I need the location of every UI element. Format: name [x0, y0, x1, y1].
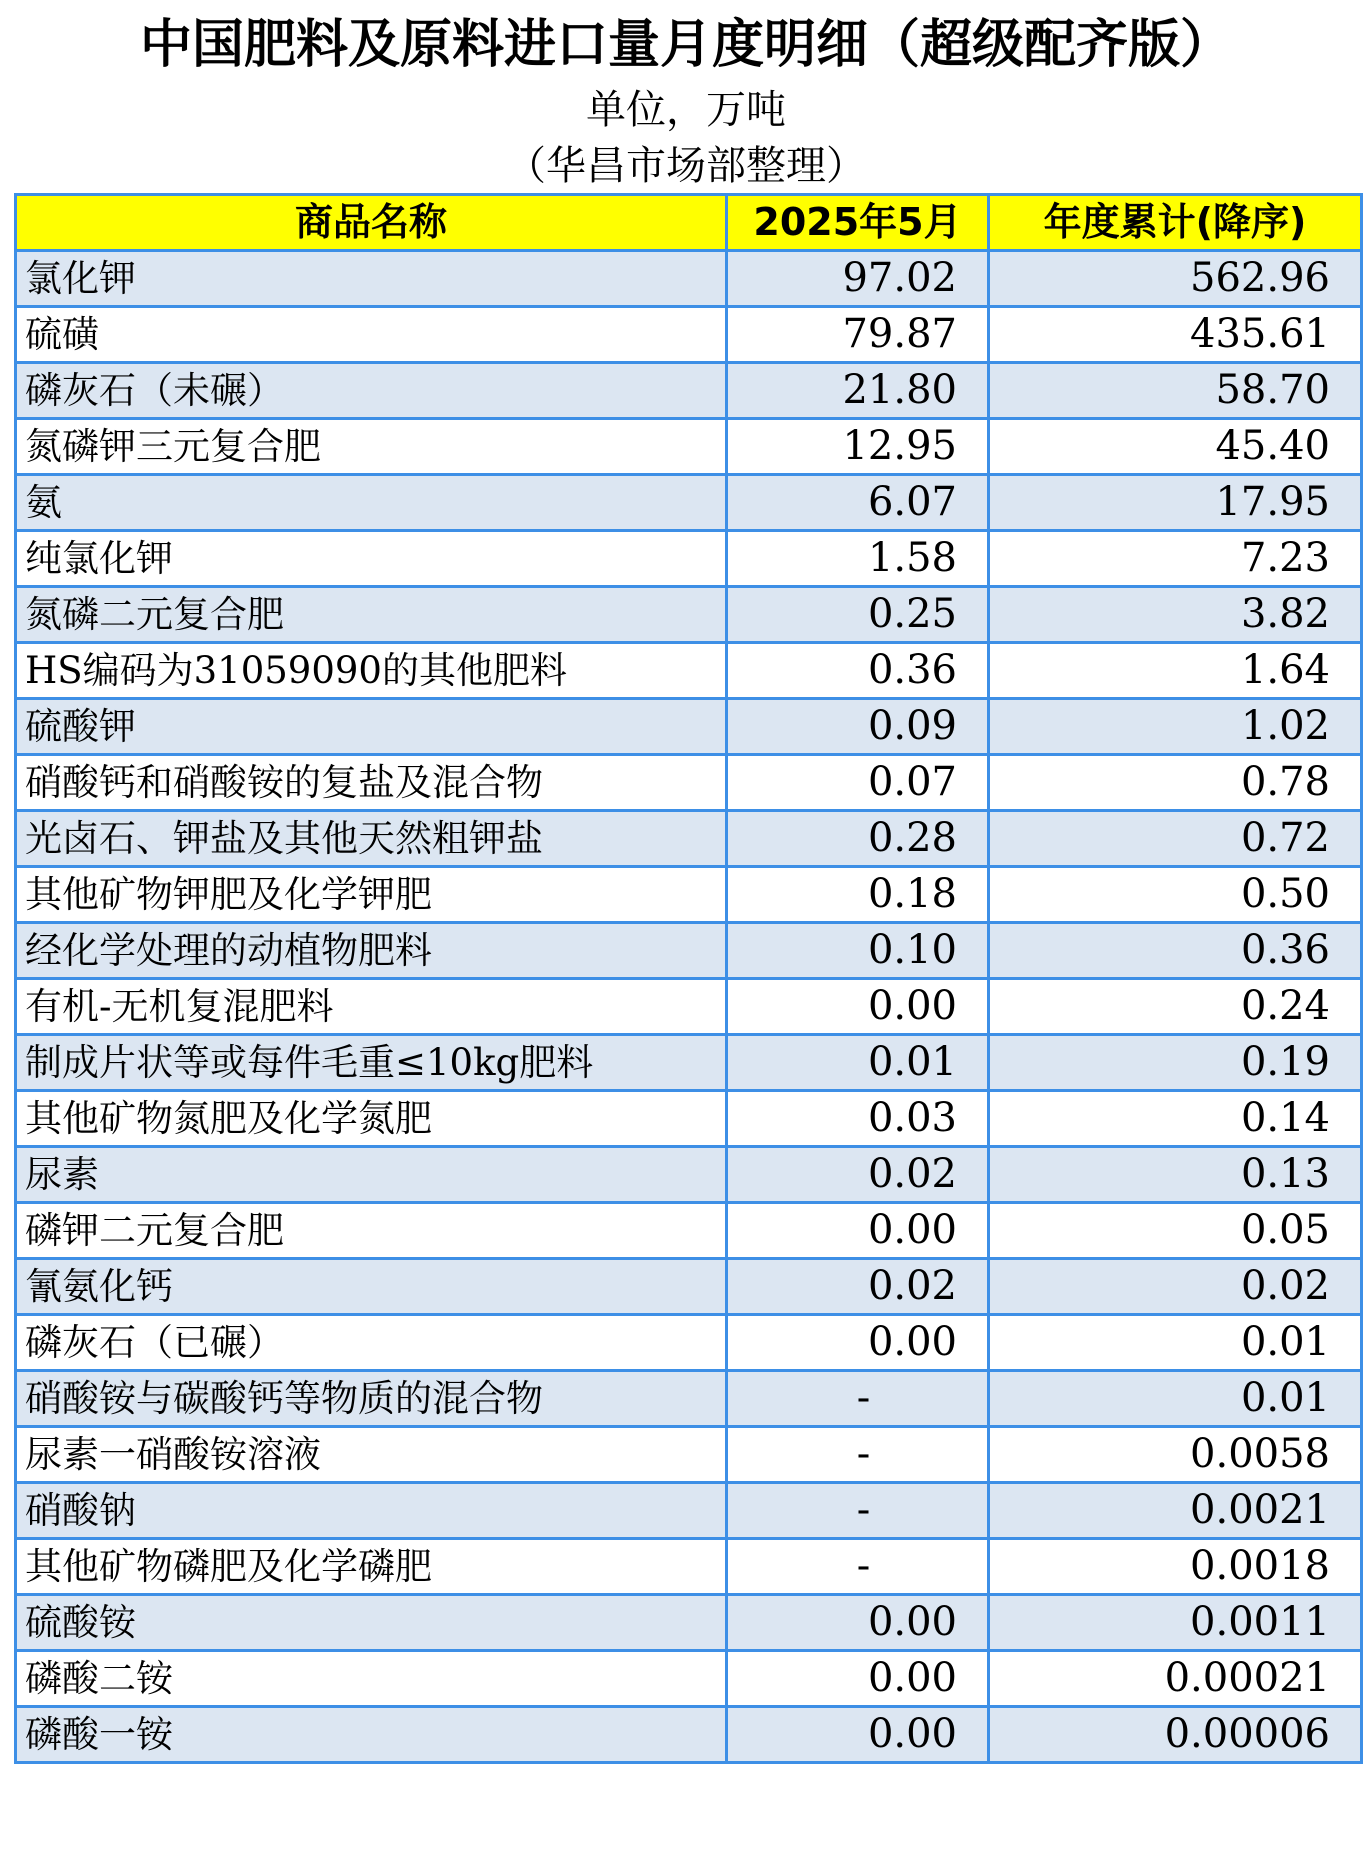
- table-row: [16, 811, 1362, 867]
- ytd-total-cell: 0.0058: [989, 1427, 1362, 1483]
- month-value-cell: -: [727, 1371, 989, 1427]
- month-value-cell: 0.00: [727, 1315, 989, 1371]
- table-row: [16, 643, 1362, 699]
- table-row: [16, 475, 1362, 531]
- product-name-cell: 硝酸钙和硝酸铵的复盐及混合物: [16, 755, 727, 811]
- month-value-cell: -: [727, 1483, 989, 1539]
- table-row: [16, 1483, 1362, 1539]
- ytd-total-cell: 45.40: [989, 419, 1362, 475]
- table-row: [16, 699, 1362, 755]
- month-value-cell: 0.00: [727, 1651, 989, 1707]
- product-name-cell: 磷酸一铵: [16, 1707, 727, 1763]
- table-row: [16, 251, 1362, 307]
- table-row: [16, 1651, 1362, 1707]
- ytd-total-cell: 0.00021: [989, 1651, 1362, 1707]
- product-name-cell: 磷灰石（已碾）: [16, 1315, 727, 1371]
- table-row: [16, 1147, 1362, 1203]
- ytd-total-cell: 0.72: [989, 811, 1362, 867]
- ytd-total-cell: 0.0011: [989, 1595, 1362, 1651]
- table-row: [16, 1091, 1362, 1147]
- source-label: （华昌市场部整理）: [506, 143, 866, 189]
- product-name-cell: 纯氯化钾: [16, 531, 727, 587]
- month-value-cell: 0.25: [727, 587, 989, 643]
- month-value-cell: 79.87: [727, 307, 989, 363]
- product-name-cell: HS编码为31059090的其他肥料: [16, 643, 727, 699]
- product-name-cell: 尿素: [16, 1147, 727, 1203]
- month-value-cell: 12.95: [727, 419, 989, 475]
- ytd-total-cell: 435.61: [989, 307, 1362, 363]
- month-value-cell: 0.03: [727, 1091, 989, 1147]
- table-row: [16, 363, 1362, 419]
- month-value-cell: 0.28: [727, 811, 989, 867]
- table-row: [16, 419, 1362, 475]
- product-name-cell: 硫酸钾: [16, 699, 727, 755]
- table-row: [16, 1203, 1362, 1259]
- product-name-cell: 磷钾二元复合肥: [16, 1203, 727, 1259]
- month-value-cell: 1.58: [727, 531, 989, 587]
- product-name-cell: 硫磺: [16, 307, 727, 363]
- table-body: [16, 251, 1362, 1763]
- ytd-total-cell: 17.95: [989, 475, 1362, 531]
- month-value-cell: 6.07: [727, 475, 989, 531]
- product-name-cell: 其他矿物氮肥及化学氮肥: [16, 1091, 727, 1147]
- ytd-total-cell: 0.19: [989, 1035, 1362, 1091]
- product-name-cell: 磷酸二铵: [16, 1651, 727, 1707]
- ytd-total-cell: 0.02: [989, 1259, 1362, 1315]
- month-value-cell: 0.10: [727, 923, 989, 979]
- table-row: [16, 1427, 1362, 1483]
- month-value-cell: 0.01: [727, 1035, 989, 1091]
- month-value-cell: 0.36: [727, 643, 989, 699]
- month-value-cell: -: [727, 1427, 989, 1483]
- product-name-cell: 硝酸钠: [16, 1483, 727, 1539]
- product-name-cell: 其他矿物磷肥及化学磷肥: [16, 1539, 727, 1595]
- table-row: [16, 979, 1362, 1035]
- table-row: [16, 923, 1362, 979]
- product-name-cell: 硝酸铵与碳酸钙等物质的混合物: [16, 1371, 727, 1427]
- month-value-cell: 0.02: [727, 1259, 989, 1315]
- product-name-cell: 磷灰石（未碾）: [16, 363, 727, 419]
- table-row: [16, 1539, 1362, 1595]
- ytd-total-cell: 58.70: [989, 363, 1362, 419]
- month-value-cell: 97.02: [727, 251, 989, 307]
- ytd-total-cell: 0.36: [989, 923, 1362, 979]
- product-name-cell: 氨: [16, 475, 727, 531]
- table-row: [16, 1595, 1362, 1651]
- column-header-month: 2025年5月: [727, 195, 989, 251]
- product-name-cell: 氮磷二元复合肥: [16, 587, 727, 643]
- month-value-cell: 0.07: [727, 755, 989, 811]
- product-name-cell: 氯化钾: [16, 251, 727, 307]
- month-value-cell: 21.80: [727, 363, 989, 419]
- ytd-total-cell: 562.96: [989, 251, 1362, 307]
- product-name-cell: 硫酸铵: [16, 1595, 727, 1651]
- ytd-total-cell: 0.13: [989, 1147, 1362, 1203]
- unit-label: 单位，万吨: [586, 87, 786, 133]
- product-name-cell: 尿素一硝酸铵溶液: [16, 1427, 727, 1483]
- month-value-cell: 0.00: [727, 1707, 989, 1763]
- product-name-cell: 氰氨化钙: [16, 1259, 727, 1315]
- ytd-total-cell: 0.0018: [989, 1539, 1362, 1595]
- ytd-total-cell: 0.01: [989, 1315, 1362, 1371]
- month-value-cell: -: [727, 1539, 989, 1595]
- product-name-cell: 经化学处理的动植物肥料: [16, 923, 727, 979]
- table-row: [16, 867, 1362, 923]
- ytd-total-cell: 0.01: [989, 1371, 1362, 1427]
- product-name-cell: 光卤石、钾盐及其他天然粗钾盐: [16, 811, 727, 867]
- ytd-total-cell: 0.24: [989, 979, 1362, 1035]
- ytd-total-cell: 0.50: [989, 867, 1362, 923]
- ytd-total-cell: 0.78: [989, 755, 1362, 811]
- table-row: [16, 755, 1362, 811]
- import-volume-table: [14, 193, 1363, 1764]
- ytd-total-cell: 0.0021: [989, 1483, 1362, 1539]
- ytd-total-cell: 1.64: [989, 643, 1362, 699]
- column-header-ytd-total: 年度累计(降序): [989, 195, 1362, 251]
- column-header-product-name: 商品名称: [16, 195, 727, 251]
- month-value-cell: 0.09: [727, 699, 989, 755]
- month-value-cell: 0.00: [727, 1595, 989, 1651]
- product-name-cell: 制成片状等或每件毛重≤10kg肥料: [16, 1035, 727, 1091]
- ytd-total-cell: 3.82: [989, 587, 1362, 643]
- table-row: [16, 1315, 1362, 1371]
- product-name-cell: 有机-无机复混肥料: [16, 979, 727, 1035]
- table-row: [16, 531, 1362, 587]
- table-row: [16, 1371, 1362, 1427]
- table-row: [16, 307, 1362, 363]
- table-header-row: [16, 195, 1362, 251]
- table-row: [16, 1707, 1362, 1763]
- month-value-cell: 0.02: [727, 1147, 989, 1203]
- ytd-total-cell: 1.02: [989, 699, 1362, 755]
- table-row: [16, 1259, 1362, 1315]
- month-value-cell: 0.00: [727, 1203, 989, 1259]
- ytd-total-cell: 7.23: [989, 531, 1362, 587]
- month-value-cell: 0.00: [727, 979, 989, 1035]
- ytd-total-cell: 0.00006: [989, 1707, 1362, 1763]
- table-row: [16, 587, 1362, 643]
- ytd-total-cell: 0.05: [989, 1203, 1362, 1259]
- product-name-cell: 其他矿物钾肥及化学钾肥: [16, 867, 727, 923]
- product-name-cell: 氮磷钾三元复合肥: [16, 419, 727, 475]
- month-value-cell: 0.18: [727, 867, 989, 923]
- table-row: [16, 1035, 1362, 1091]
- page-title: 中国肥料及原料进口量月度明细（超级配齐版）: [139, 15, 1232, 75]
- ytd-total-cell: 0.14: [989, 1091, 1362, 1147]
